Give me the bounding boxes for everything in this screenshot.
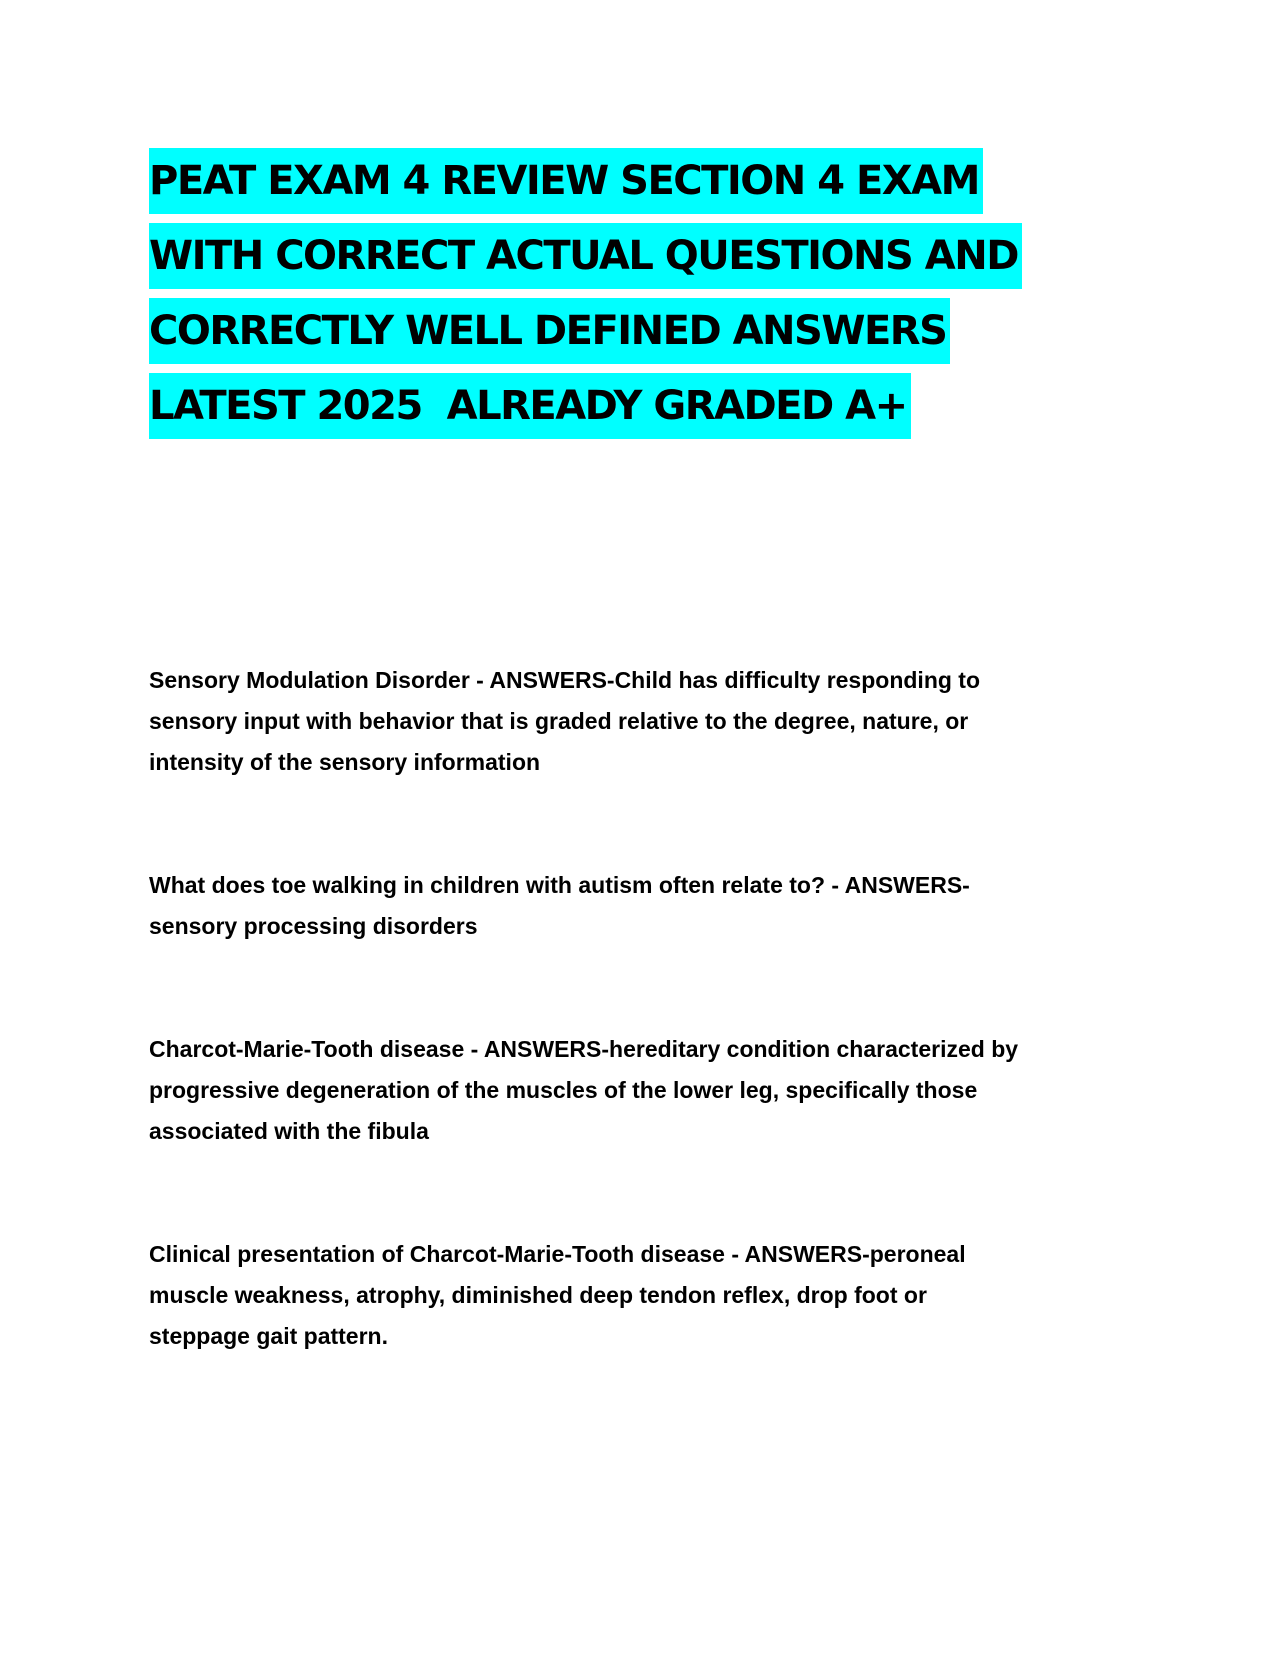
title-line: WITH CORRECT ACTUAL QUESTIONS AND [149, 223, 1022, 289]
qa-line: What does toe walking in children with autism often relate to? - ANSWERS- [149, 872, 970, 898]
qa-line: sensory processing disorders [149, 913, 478, 939]
qa-line: muscle weakness, atrophy, diminished deep tendon reflex, drop foot or [149, 1282, 927, 1308]
title-line: CORRECTLY WELL DEFINED ANSWERS [149, 298, 950, 364]
qa-list [149, 660, 1129, 1357]
document-title [149, 148, 1149, 448]
qa-line: steppage gait pattern. [149, 1323, 388, 1349]
title-line: PEAT EXAM 4 REVIEW SECTION 4 EXAM [149, 148, 983, 214]
qa-line: associated with the fibula [149, 1118, 429, 1144]
qa-line: progressive degeneration of the muscles of the lower leg, specifically those [149, 1077, 978, 1103]
qa-line: Sensory Modulation Disorder - ANSWERS-Child has difficulty responding to [149, 667, 981, 693]
qa-line: Charcot-Marie-Tooth disease - ANSWERS-hereditary condition characterized by [149, 1036, 1019, 1062]
qa-item-sensory-modulation-disorder [149, 660, 1129, 783]
qa-item-charcot-marie-tooth [149, 1029, 1129, 1152]
qa-line: Clinical presentation of Charcot-Marie-Tooth disease - ANSWERS-peroneal [149, 1241, 966, 1267]
qa-item-toe-walking [149, 865, 1129, 947]
qa-line: intensity of the sensory information [149, 749, 541, 775]
title-line: LATEST 2025 ALREADY GRADED A+ [149, 373, 911, 439]
qa-item-cmt-clinical-presentation [149, 1234, 1129, 1357]
qa-line: sensory input with behavior that is graded relative to the degree, nature, or [149, 708, 969, 734]
